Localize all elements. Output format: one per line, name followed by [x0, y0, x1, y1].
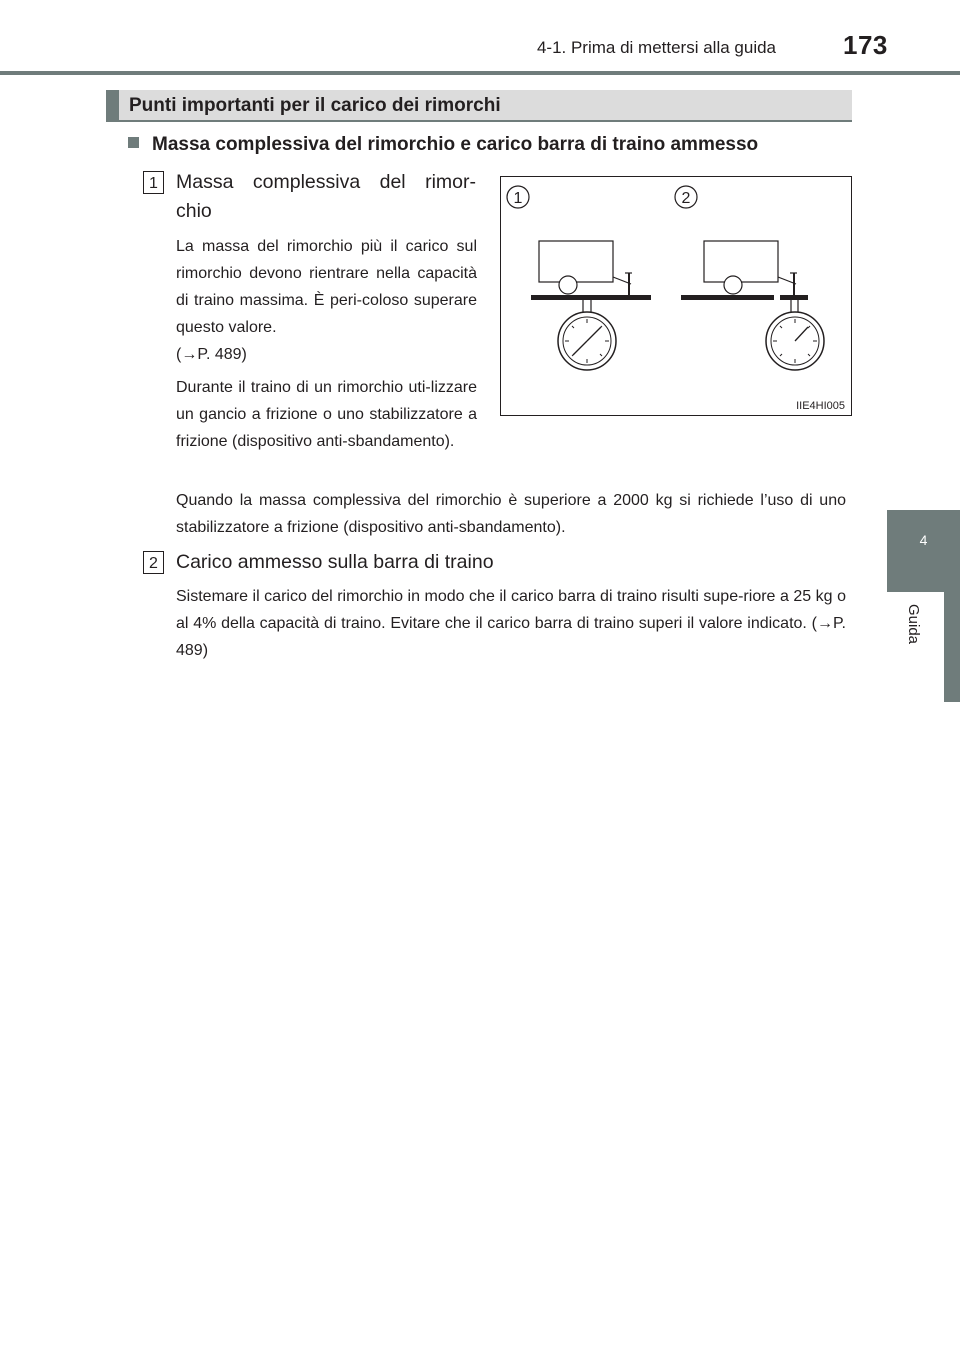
item2-title: Carico ammesso sulla barra di traino	[176, 551, 494, 573]
item1-para2: Durante il traino di un rimorchio uti-lizzare un gancio a frizione o uno stabilizzatore a frizione (dispositivo anti-sbandamento).	[176, 379, 477, 450]
page-number: 173	[843, 30, 888, 60]
header-rule	[0, 71, 960, 75]
item-number-badge-2: 2	[143, 551, 164, 574]
box-title: Punti importanti per il carico dei rimorchi	[106, 90, 852, 122]
svg-text:1: 1	[513, 190, 523, 207]
figure-code: IIE4HI005	[796, 400, 845, 412]
trailer-load-figure	[500, 176, 852, 416]
chapter-tab-strip	[944, 592, 960, 702]
figure-label-1	[507, 186, 529, 208]
square-bullet-icon	[128, 137, 139, 148]
svg-text:2: 2	[681, 190, 691, 207]
chapter-number: 4	[919, 532, 928, 548]
item1-ref1: (→P. 489)	[176, 346, 247, 363]
subheading-text: Massa complessiva del rimorchio e carico barra di traino ammesso	[152, 134, 759, 155]
chapter-tab	[887, 510, 960, 592]
scale-gauge-icon	[766, 312, 824, 370]
scale-gauge-icon	[558, 312, 616, 370]
item-number-badge-1: 1	[143, 171, 164, 194]
subheading	[128, 134, 758, 156]
item1-para1: La massa del rimorchio più il carico sul rimorchio devono rientrare nella capacità di traino massima. È peri-coloso superare questo valore.	[176, 238, 477, 336]
trailer-on-scale-icon	[531, 241, 651, 313]
item1-title: Massa complessiva del rimor- chio	[176, 171, 476, 222]
item2-para1: Sistemare il carico del rimorchio in modo che il carico barra di traino risulti supe-riore a 25 kg o al 4% della capacità di traino. Evitare che il carico barra di traino superi il valore indicato. (→P. 489)	[176, 588, 846, 659]
trailer-load-illustration	[501, 177, 851, 415]
item1-para3: Quando la massa complessiva del rimorchio è superiore a 2000 kg si richiede l’uso di uno stabilizzatore a frizione (dispositivo anti-sbandamento).	[176, 492, 846, 536]
chapter-label: Guida	[905, 604, 922, 645]
section-title: 4-1. Prima di mettersi alla guida	[536, 38, 776, 57]
figure-label-2	[675, 186, 697, 208]
tow-bar-on-scale-icon	[681, 241, 808, 313]
